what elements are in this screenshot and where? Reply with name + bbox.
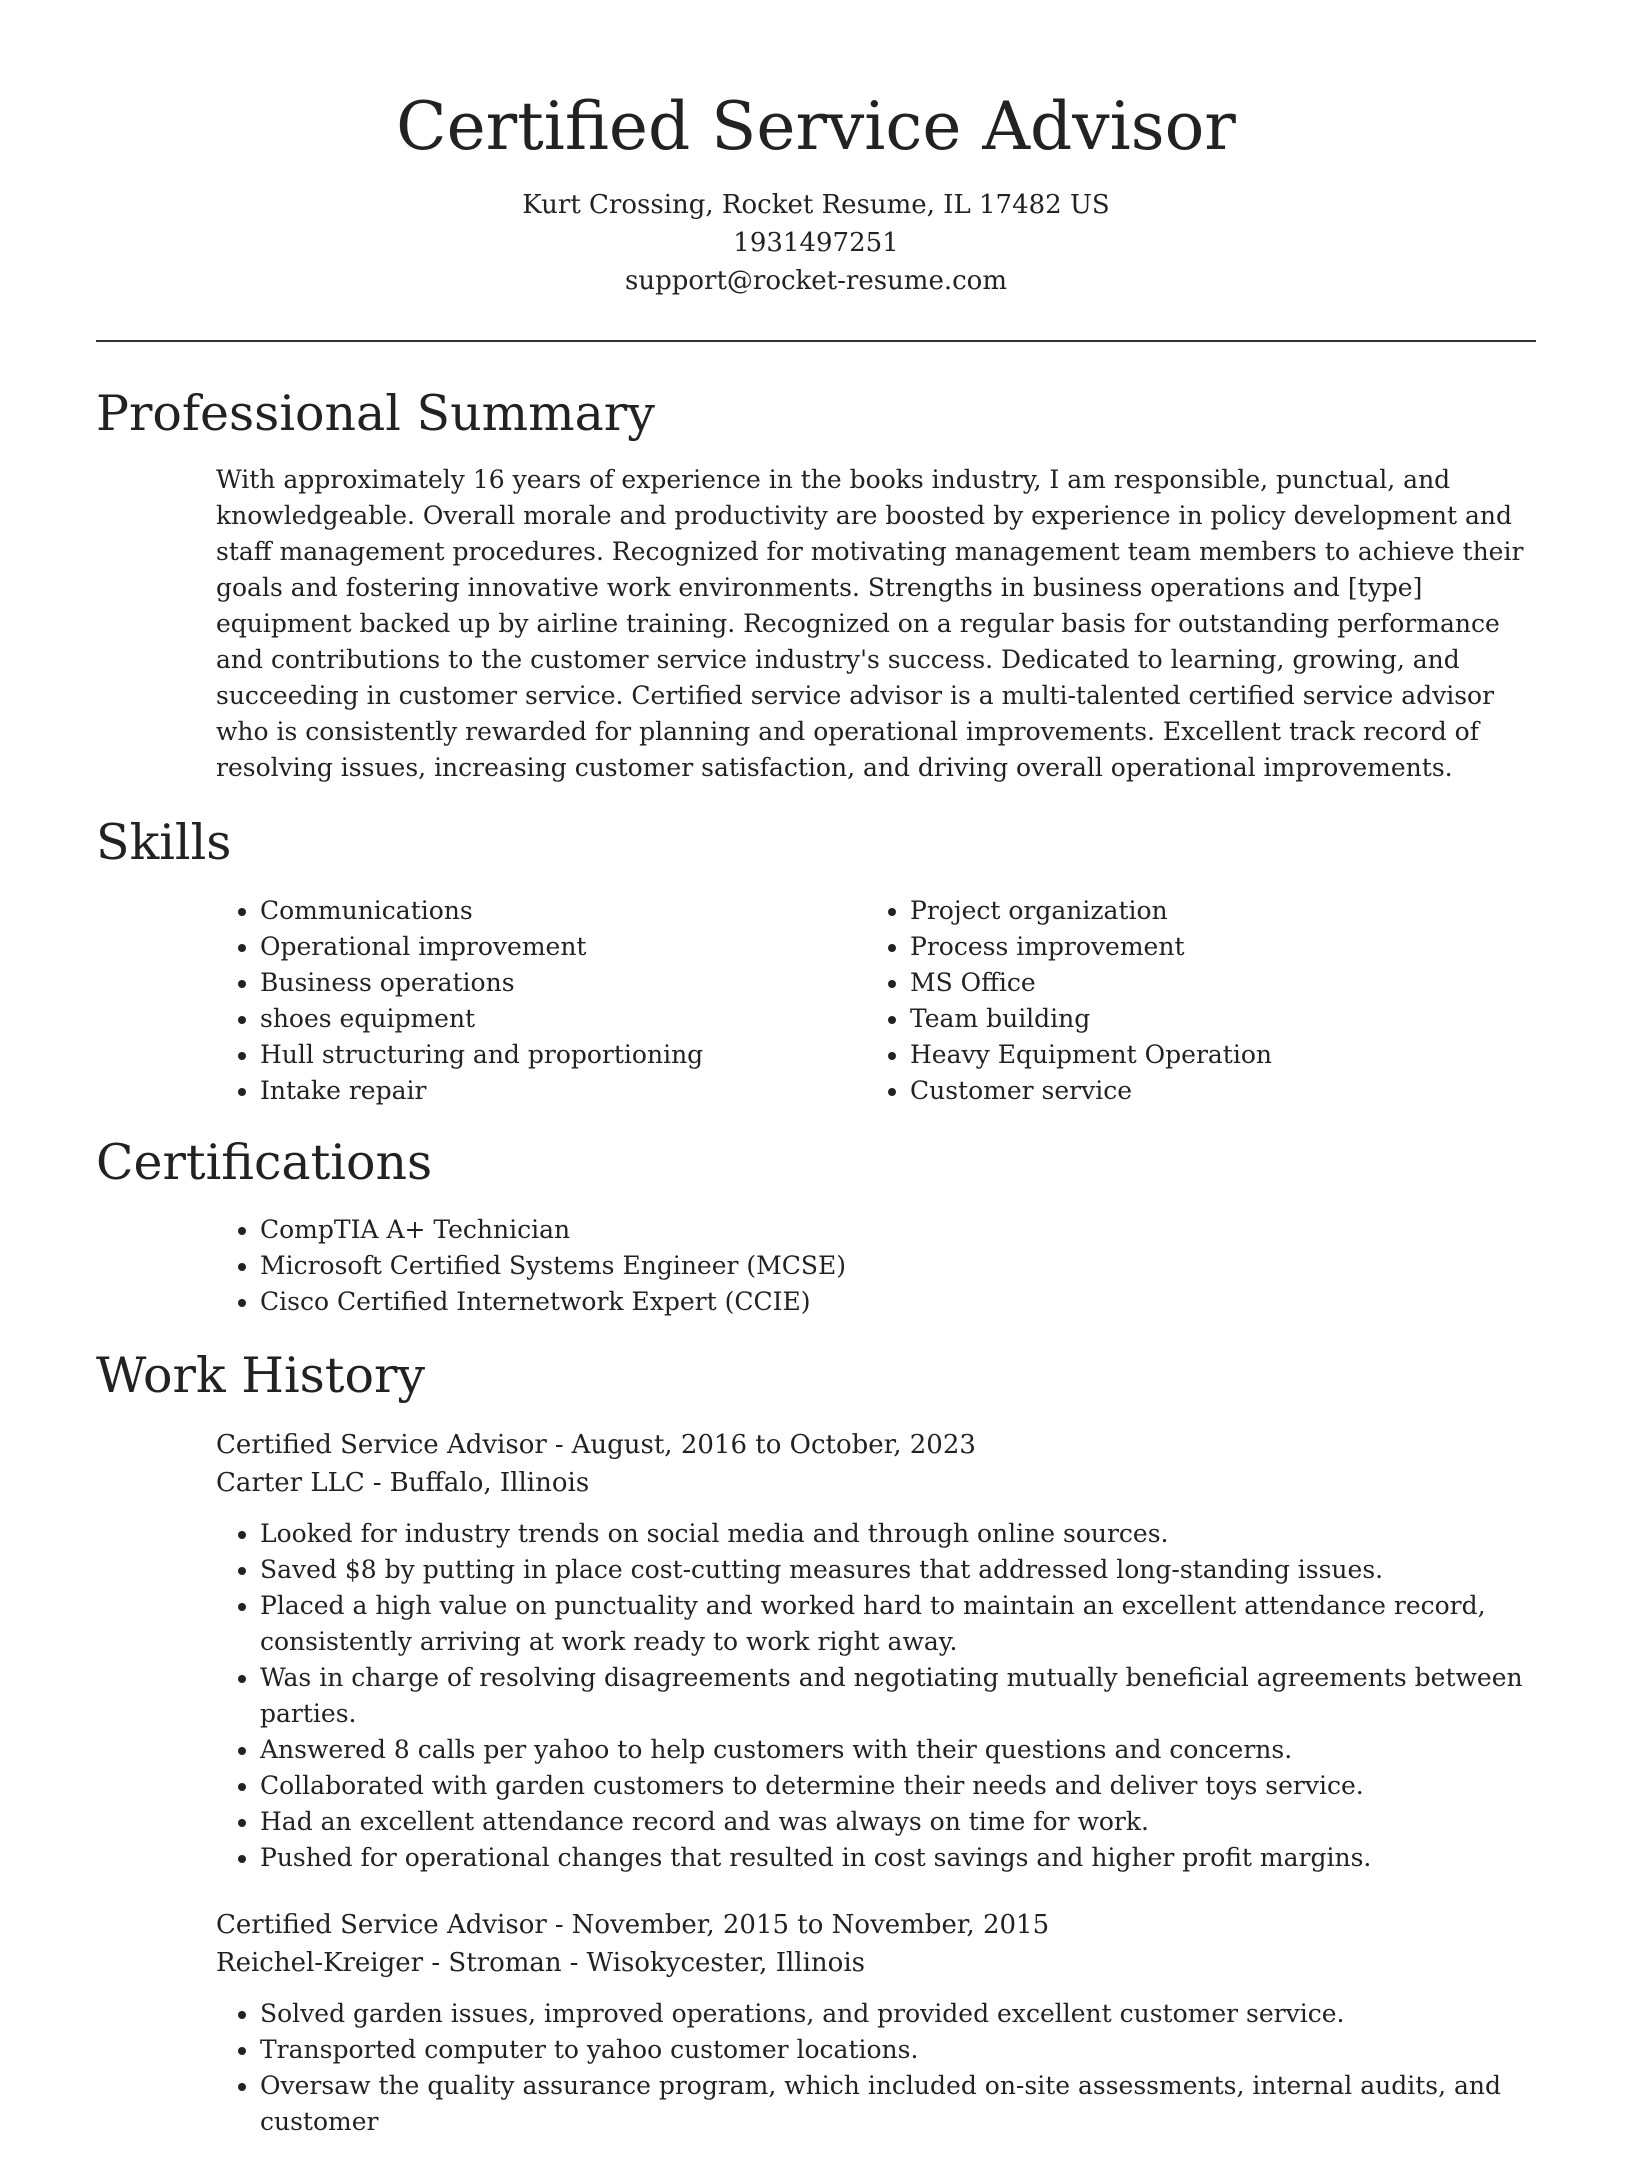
skill-item: • Customer service bbox=[910, 1073, 1516, 1109]
job-company-line bbox=[216, 1944, 1536, 1982]
work-history-heading: Work History bbox=[96, 1347, 426, 1404]
summary-heading: Professional Summary bbox=[96, 385, 655, 442]
skills-list-right bbox=[866, 893, 1516, 1109]
skill-item: • Operational improvement bbox=[260, 929, 866, 965]
job-bullet: • Placed a high value on punctuality and worked hard to maintain an excellent attendance record, consistently arriving at work ready to work right away. bbox=[260, 1588, 1536, 1660]
job-location: Buffalo, Illinois bbox=[389, 1468, 590, 1498]
job-bullet: • Was in charge of resolving disagreements and negotiating mutually beneficial agreements between parties. bbox=[260, 1660, 1536, 1732]
job-bullets bbox=[216, 1516, 1536, 1876]
skills-section bbox=[216, 893, 1536, 1109]
job-dates: August, 2016 to October, 2023 bbox=[571, 1430, 976, 1460]
skill-item: • Business operations bbox=[260, 965, 866, 1001]
job-bullet: • Pushed for operational changes that resulted in cost savings and higher profit margins. bbox=[260, 1840, 1536, 1876]
job-company-line bbox=[216, 1464, 1536, 1502]
skill-item: • Heavy Equipment Operation bbox=[910, 1037, 1516, 1073]
skill-item: • Project organization bbox=[910, 893, 1516, 929]
job-bullet: • Oversaw the quality assurance program, which included on-site assessments, internal audits, and customer bbox=[260, 2068, 1536, 2140]
header-divider bbox=[96, 340, 1536, 342]
skill-item: • shoes equipment bbox=[260, 1001, 866, 1037]
job-company: Reichel-Kreiger - Stroman bbox=[216, 1948, 562, 1978]
certification-item: • Cisco Certified Internetwork Expert (CCIE) bbox=[260, 1284, 1536, 1320]
skills-columns bbox=[216, 893, 1536, 1109]
skills-heading: Skills bbox=[96, 814, 232, 871]
job-bullet: • Answered 8 calls per yahoo to help customers with their questions and concerns. bbox=[260, 1732, 1536, 1768]
job-bullet: • Saved $8 by putting in place cost-cutting measures that addressed long-standing issues. bbox=[260, 1552, 1536, 1588]
job-bullets bbox=[216, 1996, 1536, 2140]
separator: - bbox=[554, 1910, 564, 1940]
job-position: Certified Service Advisor bbox=[216, 1910, 547, 1940]
job-bullet: • Looked for industry trends on social media and through online sources. bbox=[260, 1516, 1536, 1552]
certification-item: • Microsoft Certified Systems Engineer (MCSE) bbox=[260, 1248, 1536, 1284]
skill-item: • Intake repair bbox=[260, 1073, 866, 1109]
job-dates: November, 2015 to November, 2015 bbox=[571, 1910, 1050, 1940]
resume-header bbox=[0, 0, 1632, 300]
certifications-section bbox=[216, 1212, 1536, 1320]
contact-email: support@rocket-resume.com bbox=[624, 266, 1007, 296]
resume-name: Certified Service Advisor bbox=[396, 88, 1236, 165]
skill-item: • MS Office bbox=[910, 965, 1516, 1001]
job-bullet: • Had an excellent attendance record and was always on time for work. bbox=[260, 1804, 1536, 1840]
job-title-line bbox=[216, 1426, 1536, 1464]
separator: - bbox=[372, 1468, 382, 1498]
certification-item: • CompTIA A+ Technician bbox=[260, 1212, 1536, 1248]
certifications-list bbox=[216, 1212, 1536, 1320]
separator: - bbox=[569, 1948, 579, 1978]
job-bullet: • Collaborated with garden customers to determine their needs and deliver toys service. bbox=[260, 1768, 1536, 1804]
job-bullet: • Solved garden issues, improved operations, and provided excellent customer service. bbox=[260, 1996, 1536, 2032]
contact-phone: 1931497251 bbox=[733, 228, 899, 258]
job-bullet: • Transported computer to yahoo customer locations. bbox=[260, 2032, 1536, 2068]
job-entry bbox=[216, 1906, 1536, 2140]
skills-list-left bbox=[216, 893, 866, 1109]
skill-item: • Hull structuring and proportioning bbox=[260, 1037, 866, 1073]
job-location: Wisokycester, Illinois bbox=[586, 1948, 865, 1978]
skill-item: • Process improvement bbox=[910, 929, 1516, 965]
contact-address: Kurt Crossing, Rocket Resume, IL 17482 US bbox=[522, 190, 1110, 220]
skill-item: • Team building bbox=[910, 1001, 1516, 1037]
certifications-heading: Certifications bbox=[96, 1134, 433, 1191]
summary-text: With approximately 16 years of experience in the books industry, I am responsible, punctual, and knowledgeable. Overall morale and productivity are boosted by experience in policy development and staff management procedures. Recognized for motivating management team members to achieve their goals and fostering innovative work environments. Strengths in business operations and [type] equipment backed up by airline training. Recognized on a regular basis for outstanding performance and contributions to the customer service industry's success. Dedicated to learning, growing, and succeeding in customer service. Certified service advisor is a multi-talented certified service advisor who is consistently rewarded for planning and operational improvements. Excellent track record of resolving issues, increasing customer satisfaction, and driving overall operational improvements. bbox=[216, 465, 1524, 782]
summary-section bbox=[216, 462, 1536, 786]
job-company: Carter LLC bbox=[216, 1468, 365, 1498]
contact-info bbox=[0, 186, 1632, 300]
job-title-line bbox=[216, 1906, 1536, 1944]
skills-column-left bbox=[216, 893, 866, 1109]
skills-column-right bbox=[866, 893, 1516, 1109]
work-history-section bbox=[216, 1426, 1536, 2170]
skill-item: • Communications bbox=[260, 893, 866, 929]
job-entry bbox=[216, 1426, 1536, 1876]
job-position: Certified Service Advisor bbox=[216, 1430, 547, 1460]
separator: - bbox=[554, 1430, 564, 1460]
